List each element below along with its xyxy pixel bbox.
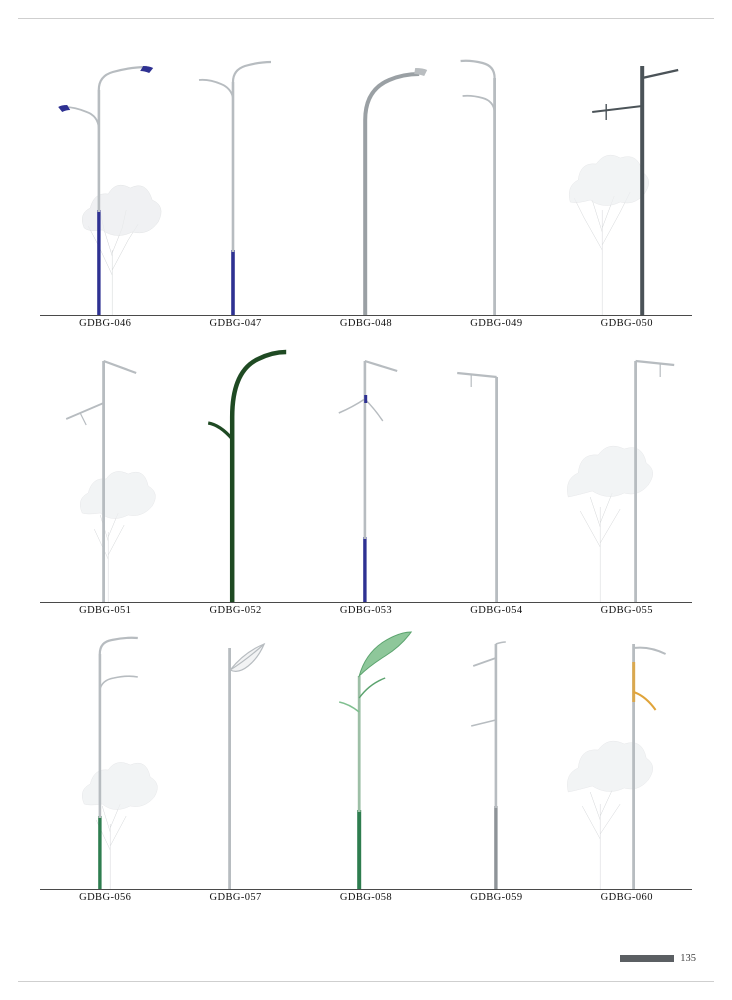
page-footer (620, 953, 696, 964)
arm-upper (633, 648, 665, 654)
pole-lower (97, 210, 100, 315)
arm (457, 373, 496, 377)
catalog-item[interactable] (431, 347, 561, 602)
row-cells (40, 60, 692, 315)
item-code-label: GDBG-050 (600, 318, 653, 329)
page-number: 135 (680, 953, 696, 964)
pole-lower (494, 806, 497, 889)
arm-lower (65, 107, 99, 128)
leaf-vein (359, 678, 385, 698)
catalog-rows (40, 60, 692, 921)
pole-top-cap (496, 642, 506, 644)
arm-lower (463, 96, 495, 112)
streetlight-figure-058 (301, 634, 431, 889)
ground-line (40, 889, 692, 890)
pole-accent-amber (632, 662, 635, 702)
arm-upper (100, 638, 138, 654)
pole-and-arm (365, 74, 419, 315)
catalog-row (40, 347, 692, 634)
luminaire-blue (364, 395, 367, 403)
streetlight-figure-059 (431, 634, 561, 889)
ground-line (40, 315, 692, 316)
streetlight-figure-060 (562, 634, 692, 889)
item-code-label: GDBG-054 (470, 605, 523, 616)
arm-lower (592, 106, 642, 112)
item-code-label: GDBG-053 (339, 605, 393, 616)
pole (634, 361, 637, 602)
item-code-label: GDBG-056 (79, 892, 132, 903)
arm-upper (461, 61, 495, 78)
pole-lower (232, 250, 236, 315)
ground-line (40, 602, 692, 603)
page-rule-top (18, 18, 714, 19)
pole (229, 648, 232, 889)
streetlight-figure-051 (40, 347, 170, 602)
streetlight-figure-050 (562, 60, 692, 315)
arm-amber (633, 692, 655, 710)
streetlight-figure-052 (170, 347, 300, 602)
arm-right (233, 62, 271, 82)
item-code-label: GDBG-048 (339, 318, 393, 329)
tree-silhouette (82, 762, 157, 889)
catalog-item[interactable] (562, 347, 692, 602)
catalog-item[interactable] (301, 634, 431, 889)
catalog-item[interactable] (301, 347, 431, 602)
streetlight-figure-055 (562, 347, 692, 602)
tree-silhouette (82, 185, 161, 315)
pole-upper (232, 82, 235, 252)
arm-lower (471, 720, 496, 726)
item-code-label: GDBG-060 (600, 892, 653, 903)
row-labels (40, 605, 692, 616)
streetlight-figure-046 (40, 60, 170, 315)
streetlight-figure-047 (170, 60, 300, 315)
arm-left (199, 80, 233, 98)
catalog-item[interactable] (40, 347, 170, 602)
streetlight-figure-053 (301, 347, 431, 602)
pole-lower (363, 537, 366, 602)
arm-upper (104, 361, 137, 373)
pole-lower (357, 810, 361, 889)
item-code-label: GDBG-051 (79, 605, 132, 616)
tree-silhouette (567, 741, 652, 889)
item-code-label: GDBG-057 (209, 892, 262, 903)
catalog-item[interactable] (431, 634, 561, 889)
catalog-item[interactable] (170, 347, 300, 602)
row-labels (40, 892, 692, 903)
catalog-item[interactable] (40, 634, 170, 889)
streetlight-figure-049 (431, 60, 561, 315)
arm-lower-right (365, 399, 383, 421)
leaf-luminaire (359, 632, 411, 676)
row-cells (40, 347, 692, 602)
pole-upper (99, 654, 102, 818)
arm-lower (66, 403, 103, 419)
item-code-label: GDBG-047 (209, 318, 262, 329)
page-rule-bottom (18, 981, 714, 982)
luminaire-lower (58, 105, 70, 112)
catalog-item[interactable] (170, 60, 300, 315)
arm (635, 361, 674, 365)
pole-upper (98, 90, 101, 212)
arm-left (339, 702, 359, 712)
item-code-label: GDBG-049 (470, 318, 523, 329)
catalog-item[interactable] (301, 60, 431, 315)
catalog-item[interactable] (40, 60, 170, 315)
tree-silhouette (569, 155, 649, 315)
pole (493, 78, 496, 315)
streetlight-figure-054 (431, 347, 561, 602)
item-code-label: GDBG-052 (209, 605, 262, 616)
tree-silhouette (567, 446, 652, 602)
arm-upper (99, 67, 147, 90)
arm-upper (473, 658, 496, 666)
pole-and-arm (233, 352, 287, 602)
tree-silhouette (80, 471, 155, 602)
streetlight-figure-057 (170, 634, 300, 889)
pole (495, 377, 498, 602)
item-code-label: GDBG-059 (470, 892, 523, 903)
catalog-row (40, 60, 692, 347)
arm-upper (642, 70, 678, 78)
catalog-item[interactable] (562, 60, 692, 315)
streetlight-figure-048 (301, 60, 431, 315)
item-code-label: GDBG-046 (79, 318, 132, 329)
page-marker-bar (620, 955, 674, 962)
pole-upper (363, 361, 366, 539)
arm-brace (80, 413, 86, 425)
catalog-item[interactable] (431, 60, 561, 315)
row-labels (40, 318, 692, 329)
catalog-row (40, 634, 692, 921)
pole-lower (98, 816, 101, 889)
arm-left (209, 423, 233, 439)
item-code-label: GDBG-058 (339, 892, 393, 903)
streetlight-figure-056 (40, 634, 170, 889)
row-cells (40, 634, 692, 889)
item-code-label: GDBG-055 (600, 605, 653, 616)
arm-upper (365, 361, 397, 371)
pole-upper (495, 644, 498, 808)
pole (640, 66, 644, 315)
catalog-item[interactable] (170, 634, 300, 889)
pole (102, 361, 105, 602)
catalog-item[interactable] (562, 634, 692, 889)
arm-lower (100, 676, 138, 690)
arm-lower-left (339, 399, 365, 413)
